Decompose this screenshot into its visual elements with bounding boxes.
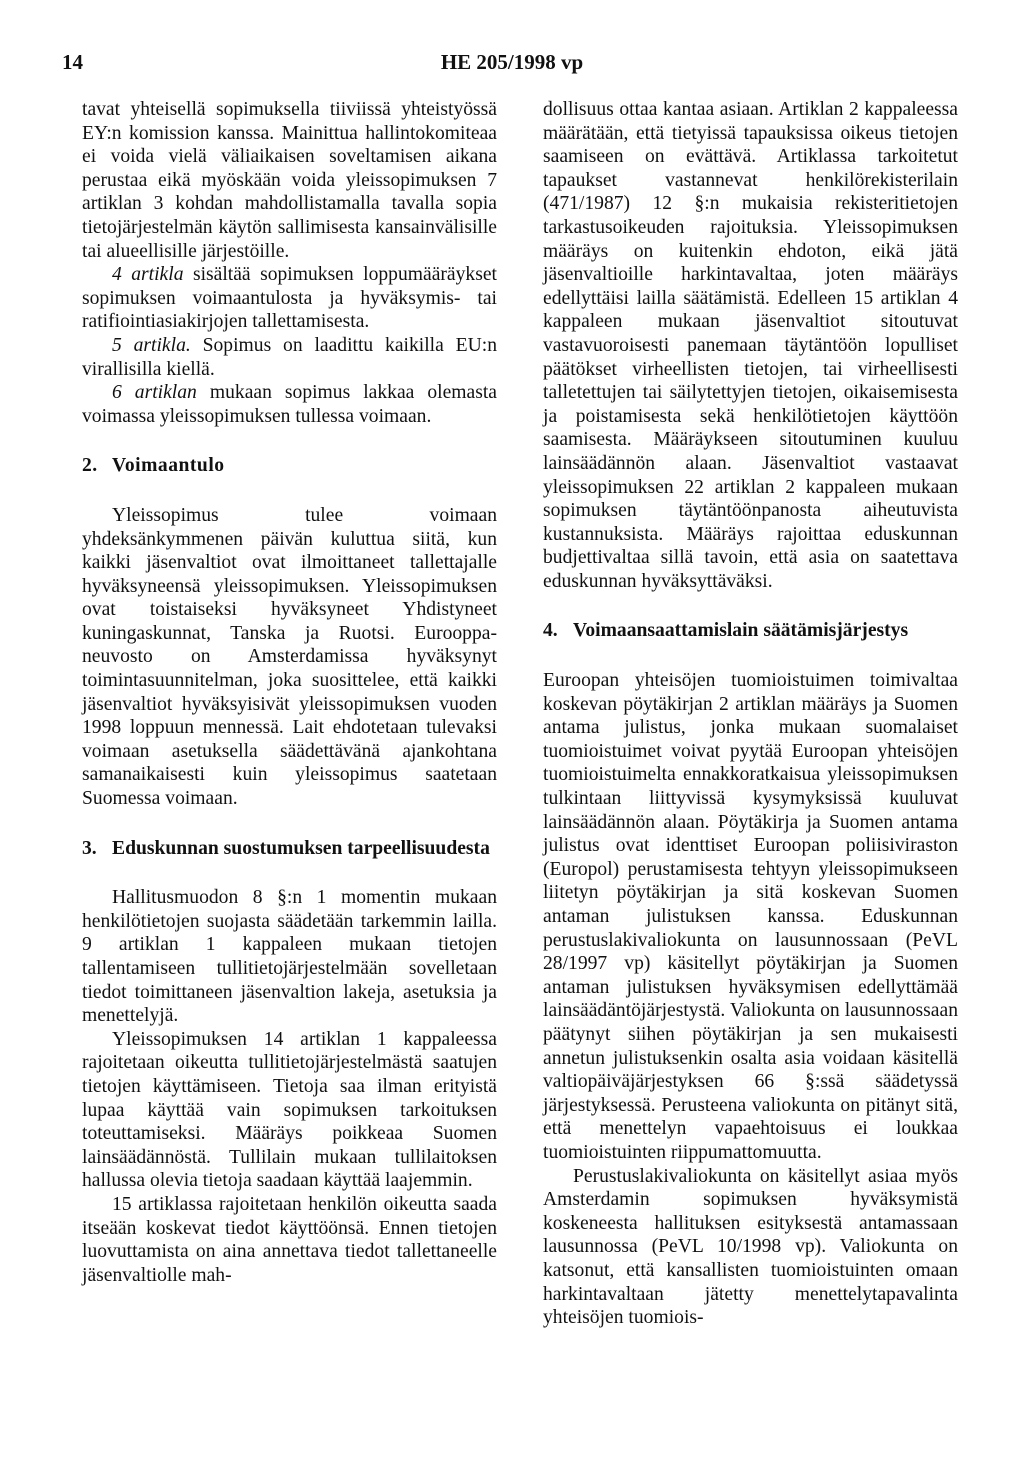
paragraph: Yleissopimus tulee voimaan yhdeksänkymmenen päivän kuluttua siitä, kun kaikki jäsenvaltiot ovat ilmoittaneet tallettajalle hyväksyneensä yleissopimuksen. Yleissopimuksen ovat toistaiseksi hyväksyneet Yhdistyneet kuningaskunnat, Tanska ja Ruotsi. Eurooppa-neuvosto on Amsterdamissa hyväksynyt toimintasuunnitelman, joka suosittelee, että kaikki jäsenvaltiot hyväksyisivät yleissopimuksen vuoden 1998 loppuun mennessä. Lait ehdotetaan tulevaksi voimaan asetuksella säädettävänä ajankohtana samanaikaisesti kuin yleissopimus saatetaan Suomessa voimaan. [82,504,497,810]
section-number: 3. [82,837,97,859]
section-number: 2. [82,455,98,477]
paragraph [82,334,497,381]
article-ref: 5 artikla. [112,334,191,356]
article-ref: 4 artikla [112,264,184,286]
paragraph: Yleissopimuksen 14 artiklan 1 kappaleessa rajoitetaan oikeutta tullitietojärjestelmästä saatujen tietojen käyttämiseen. Tietoja saa ilman erityistä lupaa käyttää vain sopimuksen tarkoituksen toteuttamiseksi. Määräys poikkeaa Suomen lainsäädännöstä. Tullilain mukaan tullilaitoksen hallussa olevia tietoja saadaan käyttää laajemmin. [82,1028,497,1192]
paragraph: Perustuslakivaliokunta on käsitellyt asiaa myös Amsterdamin sopimuksen hyväksymistä koskeneesta hallituksen esityksestä antamassaan lausunnossa (PeVL 10/1998 vp). Valiokunta on katsonut, että kansallisten tuomioistuinten omaan harkintavaltaan jätetty menettelytapavalinta yhteisöjen tuomiois- [543,1165,958,1329]
paragraph: tavat yhteisellä sopimuksella tiiviissä yhteistyössä EY:n komission kanssa. Mainittua hallintokomiteaa ei voida vielä väliaikaisen soveltamisen aikana perustaa eikä myöskään voida yleissopimuksen 7 artiklan 3 kohdan mahdollistamalla tavalla sopia tietojärjestelmän käytön sallimisesta kansainvälisille tai alueellisille järjestöille. [82,99,497,262]
paragraph: Euroopan yhteisöjen tuomioistuimen toimivaltaa koskevan pöytäkirjan 2 artiklan määräys ja Suomen antama julistus, jonka mukaan suomalaiset tuomioistuimet voivat pyytää Euroopan yhteisöjen tuomioistuimelta ennakkoratkaisua yleissopimuksen tulkintaan liittyvissä kysymyksissä kuuluvat lainsäädännön alaan. Pöytäkirja ja Suomen antama julistus ovat identtiset Euroopan poliisiviraston (Europol) perustamisesta tehtyyn yleissopimukseen liitetyn pöytäkirjan ja sitä koskevan Suomen antaman julistuksen kanssa. Eduskunnan perustuslakivaliokunta on lausunnossaan (PeVL 28/1997 vp) käsitellyt pöytäkirjan ja Suomen antaman julistuksen hyväksymisen edellyttämää lainsäädäntöjärjestystä. Valiokunta on lausunnossaan päätynyt siihen pöytäkirjan ja sen mukaisesti annetun julistuksenkin osalta asia voidaan käsitellä valtiopäiväjärjestyksen 66 §:ssä säädetyssä järjestyksessä. Perusteena valiokunta on pitänyt sitä, että menettelyn vapaehtoisuus ei loukkaa tuomioistuinten riippumattomuutta. [543,670,958,1163]
section-number: 4. [543,620,558,642]
section-title: Eduskunnan suostumuksen tarpeellisuudesta [112,837,490,859]
paragraph-text: sisältää sopimuksen loppumääräykset sopimuksen voimaantulosta ja hyväksymis- tai ratifiointiasiakirjojen tallettamisesta. [82,264,497,333]
section-title: Voimaantulo [112,455,225,477]
article-ref: 6 artiklan [112,382,197,404]
paragraph: 15 artiklassa rajoitetaan henkilön oikeutta saada itseään koskevat tiedot käyttöönsä. Ennen tietojen luovuttamista on aina annettava tiedot tallettaneelle jäsenvaltiolle mah- [82,1193,497,1286]
paragraph-text: mukaan sopimus lakkaa olemasta voimassa yleissopimuksen tullessa voimaan. [82,382,497,427]
paragraph: Hallitusmuodon 8 §:n 1 momentin mukaan henkilötietojen suojasta säädetään tarkemmin lailla. 9 artiklan 1 kappaleen mukaan tietojen tallentamiseen tullitietojärjestelmään sovelletaan tiedot toimittaneen jäsenvaltion lakeja, asetuksia ja menettelyjä. [82,887,497,1027]
document-id: HE 205/1998 vp [440,50,584,74]
page-number: 14 [62,50,83,74]
paragraph: dollisuus ottaa kantaa asiaan. Artiklan 2 kappaleessa määrätään, että tietyissä tapauksissa oikeus tietojen saamiseen on evättävä. Artiklassa tarkoitetut tapaukset vastannevat henkilörekisterilain (471/1987) 12 §:n mukaisia rekisteritietojen tarkastusoikeuden rajoituksia. Yleissopimuksen määräys on kuitenkin ehdoton, eikä jätä jäsenvaltioille harkintavaltaa, joten määräys edellyttäisi lailla säätämistä. Edelleen 15 artiklan 4 kappaleen mukaan jäsenvaltiot sitoutuvat vastavuoroisesti panemaan täytäntöön lopulliset päätökset virheellisten tietojen, tai virheellisesti talletettujen tai säilytettyjen tietojen, oikaisemisesta ja poistamisesta sekä henkilötietojen käyttöön saamisesta. Määräykseen sitoutuminen kuuluu lainsäädännön alaan. Jäsenvaltiot vastaavat yleissopimuksen 22 artiklan 2 kappaleen mukaan sopimuksen täytäntöönpanosta aiheutuvista kustannuksista. Määräys rajoittaa eduskunnan budjettivaltaa sillä tavoin, että asia on saatettava eduskunnan hyväksyttäväksi. [543,99,958,592]
left-column [82,98,497,1287]
section-heading [82,837,497,861]
section-title: Voimaansaattamislain säätämisjärjestys [573,620,909,642]
paragraph [82,381,497,428]
section-heading [543,619,958,643]
paragraph-text: Sopimus on laadittu kaikilla EU:n virallisilla kiellä. [82,334,497,380]
section-heading [82,454,497,478]
right-column [543,98,958,1330]
paragraph [82,263,497,334]
